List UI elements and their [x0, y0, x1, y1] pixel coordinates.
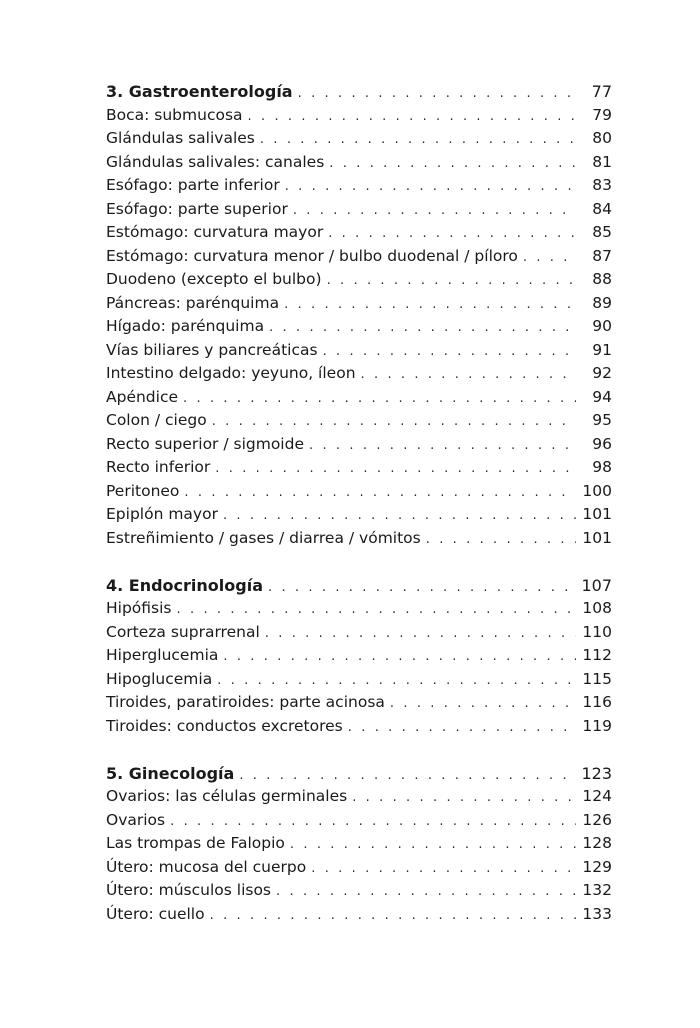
- dot-leader: [329, 152, 576, 176]
- entry-title: Útero: cuello: [106, 904, 205, 923]
- dot-leader: [269, 316, 576, 340]
- dot-leader: [239, 764, 575, 788]
- dot-leader: [328, 222, 576, 246]
- page-number: 91: [592, 340, 612, 359]
- entry-title: Glándulas salivales: canales: [106, 152, 325, 171]
- dot-leader: [426, 528, 576, 552]
- entry-title: Estreñimiento / gases / diarrea / vómitos: [106, 528, 421, 547]
- dot-leader: [170, 810, 576, 834]
- dot-leader: [327, 269, 576, 293]
- section-title: 4. Endocrinología: [106, 575, 263, 595]
- entry-title: Esófago: parte inferior: [106, 176, 280, 194]
- page-number: 115: [582, 669, 612, 688]
- dot-leader: [260, 128, 576, 152]
- page-number: 128: [582, 834, 612, 852]
- page-number: 85: [592, 223, 612, 241]
- toc-entry: [106, 503, 612, 527]
- toc-entry: [106, 832, 612, 856]
- toc-entry: [106, 668, 612, 692]
- toc-entry: [106, 621, 612, 645]
- section-heading: [106, 80, 612, 104]
- section-heading: [106, 574, 612, 598]
- entry-title: Útero: músculos lisos: [106, 881, 272, 899]
- page-number: 101: [582, 505, 612, 523]
- dot-leader: [248, 105, 576, 129]
- entry-title: Tiroides: conductos excretores: [106, 716, 343, 735]
- toc-entry: [106, 480, 612, 504]
- dot-leader: [184, 481, 576, 505]
- toc-entry: [106, 456, 612, 480]
- page-number: 96: [592, 434, 612, 453]
- entry-title: Glándulas salivales: [106, 129, 255, 147]
- toc-entry: [106, 315, 612, 339]
- dot-leader: [210, 904, 576, 928]
- dot-leader: [348, 716, 576, 740]
- section-heading: [106, 762, 612, 786]
- dot-leader: [183, 387, 576, 411]
- page-number: 94: [592, 387, 612, 406]
- toc-entry: [106, 292, 612, 316]
- page-number: 133: [582, 904, 612, 923]
- entry-title: Útero: mucosa del cuerpo: [106, 857, 307, 876]
- dot-leader: [361, 363, 576, 387]
- entry-title: Epiplón mayor: [106, 505, 218, 523]
- page-number: 95: [592, 411, 612, 429]
- entry-title: Estómago: curvatura mayor: [106, 223, 324, 241]
- toc-entry: [106, 245, 612, 269]
- page-number: 108: [582, 599, 612, 617]
- page-number: 126: [582, 810, 612, 829]
- page-number: 88: [592, 270, 612, 288]
- page-number: 98: [592, 458, 612, 476]
- dot-leader: [352, 786, 576, 810]
- entry-title: Hipoglucemia: [106, 669, 213, 688]
- entry-title: Apéndice: [106, 387, 179, 406]
- dot-leader: [215, 457, 576, 481]
- toc-entry: [106, 174, 612, 198]
- toc-entry: [106, 527, 612, 551]
- toc-entry: [106, 339, 612, 363]
- toc-section-endocrinologia: [106, 574, 612, 739]
- entry-title: Las trompas de Falopio: [106, 834, 285, 852]
- toc-entry: [106, 903, 612, 927]
- toc-entry: [106, 715, 612, 739]
- toc-entry: [106, 644, 612, 668]
- dot-leader: [390, 692, 576, 716]
- page-number: 83: [592, 176, 612, 194]
- entry-title: Vías biliares y pancreáticas: [106, 340, 318, 359]
- entry-title: Duodeno (excepto el bulbo): [106, 270, 322, 288]
- page-number: 77: [591, 82, 612, 101]
- page-number: 87: [592, 246, 612, 265]
- toc-entry: [106, 221, 612, 245]
- toc-entry: [106, 785, 612, 809]
- page-number: 112: [582, 646, 612, 664]
- entry-title: Corteza suprarrenal: [106, 622, 260, 641]
- entry-title: Páncreas: parénquima: [106, 293, 280, 312]
- page-number: 90: [592, 317, 612, 335]
- dot-leader: [223, 645, 576, 669]
- page-number: 124: [582, 787, 612, 805]
- toc-entry: [106, 104, 612, 128]
- dot-leader: [290, 833, 576, 857]
- page-number: 89: [592, 293, 612, 312]
- toc-entry: [106, 409, 612, 433]
- page-number: 116: [582, 693, 612, 711]
- toc-entry: [106, 151, 612, 175]
- dot-leader: [323, 340, 576, 364]
- dot-leader: [212, 410, 576, 434]
- entry-title: Estómago: curvatura menor / bulbo duodenal / píloro: [106, 246, 518, 265]
- toc-entry: [106, 691, 612, 715]
- dot-leader: [298, 82, 576, 106]
- dot-leader: [523, 246, 576, 270]
- entry-title: Ovarios: las células germinales: [106, 787, 348, 805]
- page-number: 100: [582, 481, 612, 500]
- page-number: 81: [592, 152, 612, 171]
- dot-leader: [217, 669, 576, 693]
- page-number: 123: [581, 763, 612, 783]
- toc-entry: [106, 597, 612, 621]
- table-of-contents: [106, 80, 612, 926]
- entry-title: Tiroides, paratiroides: parte acinosa: [106, 693, 385, 711]
- toc-entry: [106, 386, 612, 410]
- dot-leader: [268, 576, 575, 600]
- entry-title: Colon / ciego: [106, 411, 207, 429]
- entry-title: Recto superior / sigmoide: [106, 434, 304, 453]
- entry-title: Hipófisis: [106, 599, 172, 617]
- section-title: 3. Gastroenterología: [106, 82, 293, 101]
- toc-entry: [106, 268, 612, 292]
- dot-leader: [276, 880, 576, 904]
- dot-leader: [311, 857, 576, 881]
- dot-leader: [285, 175, 576, 199]
- page-number: 80: [592, 129, 612, 147]
- entry-title: Intestino delgado: yeyuno, íleon: [106, 364, 356, 382]
- toc-entry: [106, 809, 612, 833]
- dot-leader: [284, 293, 576, 317]
- toc-section-ginecologia: [106, 762, 612, 927]
- entry-title: Hígado: parénquima: [106, 317, 265, 335]
- dot-leader: [309, 434, 576, 458]
- page-number: 110: [582, 622, 612, 641]
- entry-title: Peritoneo: [106, 481, 180, 500]
- page-number: 84: [592, 199, 612, 218]
- entry-title: Recto inferior: [106, 458, 211, 476]
- entry-title: Boca: submucosa: [106, 105, 243, 124]
- section-title: 5. Ginecología: [106, 763, 235, 783]
- page-number: 132: [582, 881, 612, 899]
- dot-leader: [293, 199, 576, 223]
- toc-entry: [106, 433, 612, 457]
- dot-leader: [223, 504, 576, 528]
- dot-leader: [265, 622, 576, 646]
- entry-title: Esófago: parte superior: [106, 199, 288, 218]
- toc-section-gastroenterologia: [106, 80, 612, 550]
- entry-title: Ovarios: [106, 810, 166, 829]
- page-number: 92: [592, 364, 612, 382]
- entry-title: Hiperglucemia: [106, 646, 219, 664]
- dot-leader: [177, 598, 576, 622]
- page-number: 119: [582, 716, 612, 735]
- toc-entry: [106, 198, 612, 222]
- page-number: 101: [582, 528, 612, 547]
- page-number: 79: [592, 105, 612, 124]
- toc-entry: [106, 127, 612, 151]
- page-number: 129: [582, 857, 612, 876]
- toc-entry: [106, 856, 612, 880]
- page-number: 107: [581, 575, 612, 595]
- toc-entry: [106, 362, 612, 386]
- toc-entry: [106, 879, 612, 903]
